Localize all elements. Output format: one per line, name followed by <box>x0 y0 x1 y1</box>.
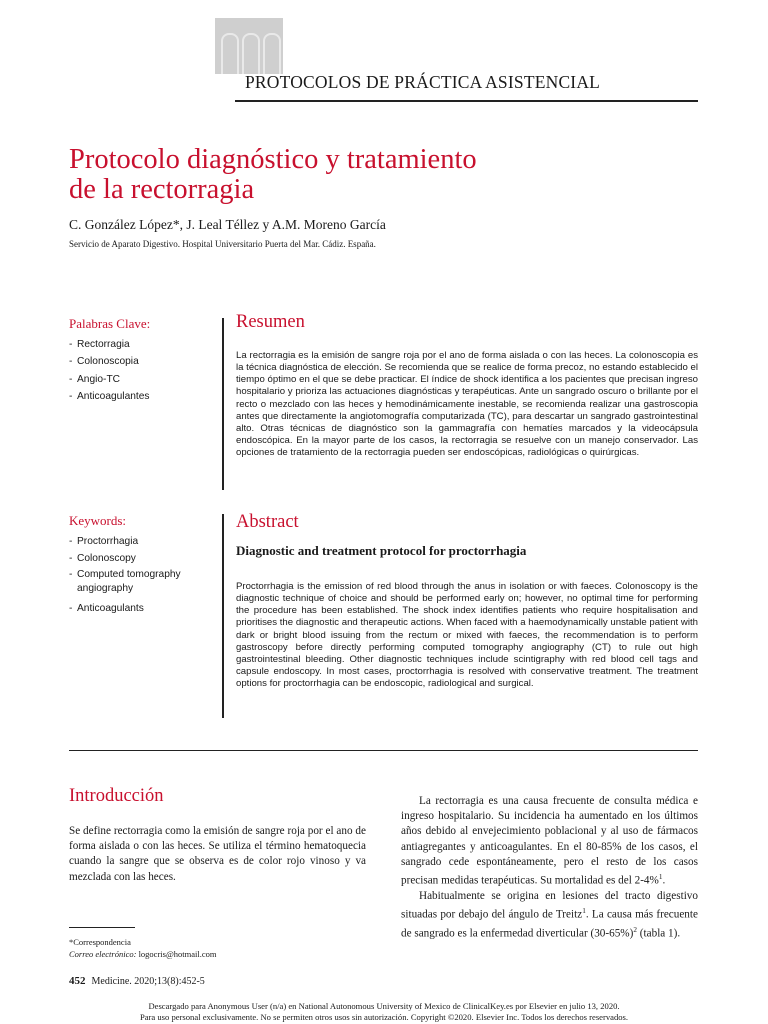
abstract-divider <box>222 514 224 718</box>
header-divider <box>235 100 698 102</box>
title-line-1: Protocolo diagnóstico y tratamiento <box>69 144 477 175</box>
page-number: 452 <box>69 975 86 987</box>
intro-paragraph: Habitualmente se origina en lesiones del tracto digestivo situadas por debajo del ángulo de Treitz$^1$. La causa más frecuente de sangrado es la enfermedad diverticular $(30-65\%)^2$ (tabla 1). <box>401 889 698 940</box>
resumen-text: La rectorragia es la emisión de sangre roja por el ano de forma aislada o con las heces. La colonoscopia es la técnica diagnóstica de elección. Se recomienda que se realice de forma precoz, no estando establecido el tiempo óptimo en el que se debe practicar. El índice de shock identifica a los pacientes que precisan ingreso hospitalario y prioriza las actuaciones diagnósticas y terapéuticas. Ante un sangrado oscuro o brillante por el recto o mezclado con las heces y hemodinámicamente inestable, se recomienda realizar una gastroscopia antes que directamente la angiotomografía computarizada (TC), para descartar un sangrado gastrointestinal alto. Otras técnicas de diagnóstico son la gammagrafía con hematíes marcados y la videocápsula endoscópica. En la mayor parte de los casos, la rectorragia se resuelve con un manejo conservador. Las opciones de tratamiento de la rectorragia pueden ser endoscópicas, radiológicas o quirúrgicas. <box>236 350 698 459</box>
palabras-clave-heading: Palabras Clave: <box>69 316 151 331</box>
resumen-divider <box>222 318 224 490</box>
keyword-item: - Anticoagulantes <box>69 391 150 402</box>
abstract-heading: Abstract <box>236 512 299 532</box>
journal-citation: Medicine. 2020;13(8):452-5 <box>91 976 205 987</box>
page-footer <box>69 975 205 987</box>
intro-paragraph: Se define rectorragia como la emisión de sangre roja por el ano de forma aislada o con las heces. Se utiliza el término hematoquecia cuando la sangre que se observa es de color rojo vinoso y va mezclada con las heces. <box>69 825 366 883</box>
correspondence-email: Correo electrónico: logocris@hotmail.com <box>69 949 217 959</box>
email-link[interactable]: logocris@hotmail.com <box>138 949 217 959</box>
section-label: PROTOCOLOS DE PRÁCTICA ASISTENCIAL <box>245 72 601 92</box>
resumen-heading: Resumen <box>236 312 305 332</box>
keyword-item: - Proctorrhagia <box>69 535 139 547</box>
intro-paragraph: La rectorragia es una causa frecuente de consulta médica e ingreso hospitalario. Su incidencia ha aumentado en los últimos años debido al envejecimiento poblacional y al uso de fármacos antiagregantes y anticoagulantes. En el 80-85% de los casos, el sangrado cede espontáneamente, pero el resto de los casos precisan medidas terapéuticas. Su mortalidad es del 2-4%$^1$. <box>401 795 698 887</box>
footnote-divider <box>69 927 135 928</box>
keyword-item: - Computed tomography angiography <box>69 568 181 594</box>
correspondence-label: *Correspondencia <box>69 937 131 947</box>
download-notice <box>0 1001 768 1022</box>
section-divider <box>69 750 698 751</box>
intro-column-right <box>401 794 698 942</box>
introduccion-heading: Introducción <box>69 786 164 806</box>
keyword-item: - Anticoagulants <box>69 602 144 614</box>
keywords-block <box>69 512 189 617</box>
keyword-item: - Colonoscopy <box>69 553 136 564</box>
affiliation: Servicio de Aparato Digestivo. Hospital Universitario Puerta del Mar. Cádiz. España. <box>69 239 376 249</box>
download-line-1: Descargado para Anonymous User (n/a) en National Autonomous University of Mexico de ClinicalKey.es por Elsevier en julio 13, 2020. <box>148 1001 620 1011</box>
article-title <box>69 145 629 205</box>
authors: C. González López*, J. Leal Téllez y A.M. Moreno García <box>69 217 386 232</box>
keyword-item: - Rectorragia <box>69 338 130 350</box>
abstract-subtitle: Diagnostic and treatment protocol for proctorrhagia <box>236 543 527 558</box>
keywords-heading: Keywords: <box>69 513 127 528</box>
journal-logo <box>215 18 283 74</box>
title-line-2: de la rectorragia <box>69 174 255 205</box>
keyword-item: - Angio-TC <box>69 373 121 385</box>
palabras-clave-block <box>69 315 150 406</box>
intro-column-left <box>69 824 366 885</box>
abstract-text: Proctorrhagia is the emission of red blood through the anus in isolation or with faeces. Colonoscopy is the diagnostic technique of choice and should be performed early on; however, no optimal time for performing the procedure has been established. The shock index identifies patients who require hospitalisation and prioritises the diagnostic and therapeutic actions. When faced with a haemodynamically unstable patient with dark or bright blood issuing from the rectum or mixed with faeces, the recommendation is to perform gastroscopy before directly performing computed tomography angiography (CT) to rule out high gastrointestinal bleeding. Other diagnostic techniques include scintigraphy with red blood cell tags and capsule endoscopy. In most cases, proctorrhagia is resolved with conservative treatment. The treatment options for proctorrhagia can be endoscopic, radiological and surgical. <box>236 581 698 690</box>
download-line-2: Para uso personal exclusivamente. No se permiten otros usos sin autorización. Copyright ©2020. Elsevier Inc. Todos los derechos reservados. <box>139 1011 629 1022</box>
keyword-item: - Colonoscopia <box>69 356 139 367</box>
